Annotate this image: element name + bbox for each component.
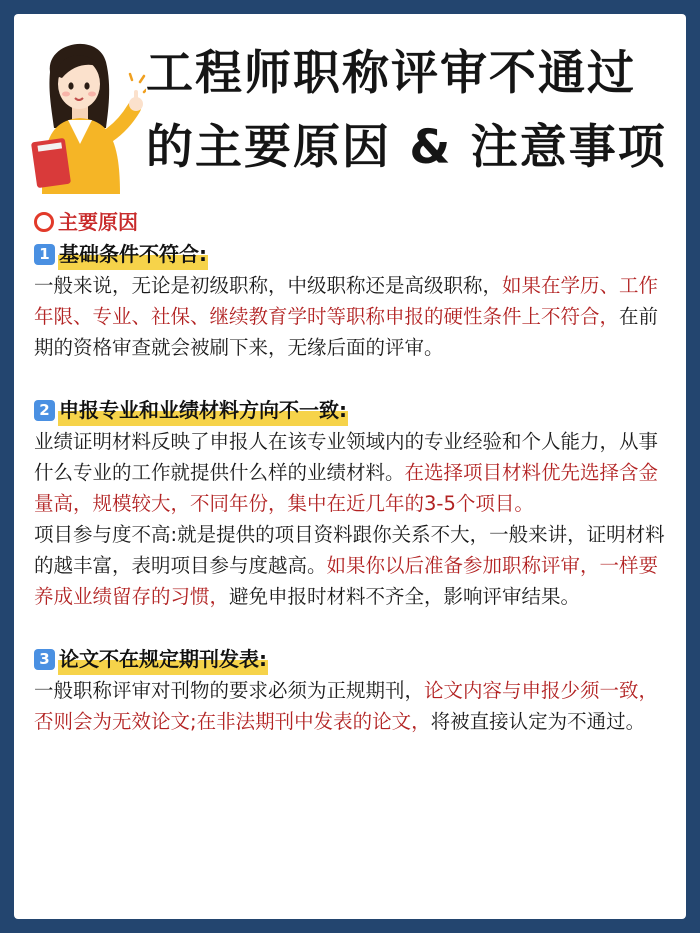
paragraph-text: 项目参与度不高:就是提供的项目资料跟你关系不大，一般来讲，证明材料的越丰富，表明项目参与度越高。 bbox=[34, 523, 665, 577]
paragraph-text: 在前期的资格审查就会被刷下来，无缘后面的评审。 bbox=[34, 305, 659, 359]
keycap-number-icon: 3 bbox=[34, 649, 55, 670]
item-heading-3 bbox=[34, 643, 674, 675]
keycap-number-icon: 1 bbox=[34, 244, 55, 265]
paragraph-text: 一般职称评审对刊物的要求必须为正规期刊， bbox=[34, 679, 425, 702]
paragraph bbox=[34, 426, 674, 519]
paragraph bbox=[34, 675, 674, 737]
red-circle-icon bbox=[34, 212, 54, 232]
paragraph-emphasis: 在选择项目材料优先选择含金量高，规模较大，不同年份，集中在近几年的3-5个项目。 bbox=[34, 461, 659, 515]
paragraph bbox=[34, 519, 674, 612]
section-heading bbox=[34, 206, 674, 238]
paragraph-text: 一般来说，无论是初级职称，中级职称还是高级职称， bbox=[34, 274, 503, 297]
paragraph-emphasis: 论文内容与申报少须一致，否则会为无效论文;在非法期刊中发表的论文， bbox=[34, 679, 659, 733]
page-title-line-2: 的主要原因 & 注意事项 bbox=[146, 120, 667, 175]
paragraph-text: 避免申报时材料不齐全，影响评审结果。 bbox=[229, 585, 581, 608]
keycap-number-icon: 2 bbox=[34, 400, 55, 421]
paragraph-text: 业绩证明材料反映了申报人在该专业领域内的专业经验和个人能力，从事什么专业的工作就提供什么样的业绩材料。 bbox=[34, 430, 659, 484]
item-heading-1 bbox=[34, 238, 674, 270]
item-heading-text: 论文不在规定期刊发表: bbox=[58, 644, 268, 675]
teacher-illustration-icon bbox=[28, 32, 146, 194]
paragraph-emphasis: 如果你以后准备参加职称评审，一样要养成业绩留存的习惯， bbox=[34, 554, 659, 608]
paragraph bbox=[34, 270, 674, 363]
item-heading-2 bbox=[34, 394, 674, 426]
paragraph-text: 将被直接认定为不通过。 bbox=[430, 710, 646, 733]
paragraph-emphasis: 如果在学历、工作年限、专业、社保、继续教育学时等职称申报的硬性条件上不符合， bbox=[34, 274, 659, 328]
header bbox=[14, 14, 686, 204]
item-heading-text: 基础条件不符合: bbox=[58, 239, 208, 270]
section-heading-label: 主要原因 bbox=[58, 209, 138, 234]
article-body bbox=[34, 206, 674, 737]
page-title-line-1: 工程师职称评审不通过 bbox=[146, 46, 636, 101]
item-heading-text: 申报专业和业绩材料方向不一致: bbox=[58, 395, 348, 426]
content-card bbox=[14, 14, 686, 919]
